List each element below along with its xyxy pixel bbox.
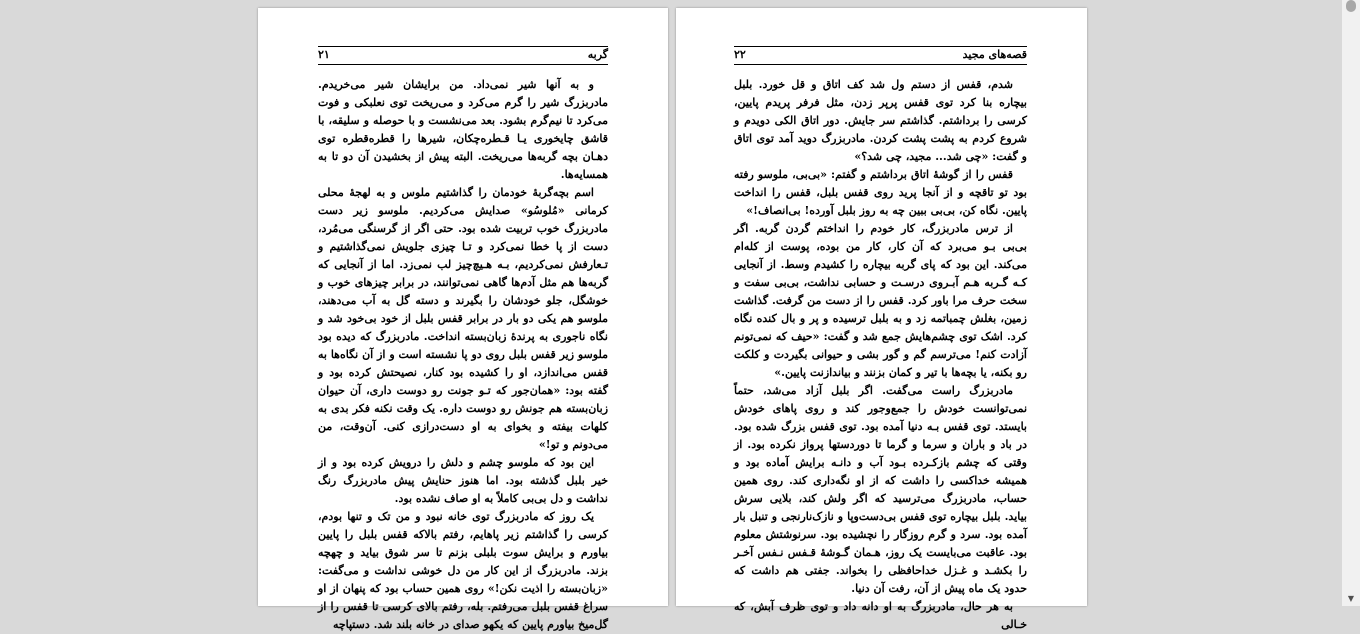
page-number: ۲۲ (734, 48, 746, 61)
page-22 (676, 8, 1087, 631)
vertical-scrollbar[interactable] (1342, 0, 1360, 606)
paragraph: این بود که ملوسو چشم و دلش را درویش کرده بود و از خیر بلبل گذشته بود. اما هنوز حنایش پیش مادربزرگ رنگ نداشت و دل بی‌بی کاملاً به او صاف نشده بود. (318, 456, 608, 505)
header-rule (734, 64, 1027, 65)
header-rule (318, 64, 608, 65)
paragraph: و به آنها شیر نمی‌داد. من برایشان شیر می‌خریدم. مادربزرگ شیر را گرم می‌کرد و می‌ریخت توی نعلبکی و فوت می‌کرد تا نیم‌گرم بشود. بعد می‌نشست و با حوصله و سلیقه، با قاشق چایخوری یـا قـطره‌چکان، شیرها را قطره‌قطره توی دهـان بچه گربه‌ها می‌ریخت. البته پیش از بخشیدن آن دو تا به همسایه‌ها. (318, 78, 608, 181)
paragraph: قفس را از گوشهٔ اتاق برداشتم و گفتم: «بی‌بی، ملوسو رفته بود تو تاقچه و از آنجا پرید روی قفس بلبل، قفس را انداخت پایین. نگاه کن، بی‌بی ببین چه به روز بلبل آورده! بی‌انصاف!» (734, 168, 1027, 217)
running-title: قصه‌های مجید (962, 48, 1027, 61)
running-header (318, 46, 608, 63)
paragraph: مادربزرگ راست می‌گفت. اگر بلبل آزاد می‌شد، حتماً نمی‌توانست خودش را جمع‌وجور کند و روی پاهای خودش بایستد. توی قفس بـه دنیا آمده بود. توی قفس بزرگ شده بود. در باد و باران و سرما و گرما تا دوردستها پرواز نکرده بود. از وقتی که چشم بازکـرده بـود آب و دانـه برایش آماده بود و همیشه خداکسی را داشت که از او نگه‌داری کند. روی همین حساب، مادربزرگ می‌ترسید که اگر ولش کند، بلایی سرش بیاید. بلبل بیچاره توی قفس بی‌دست‌وپا و نازک‌نارنجی و تنبل بار آمده بود. سرد و گرم روزگار را نچشیده بود. سرنوشتش معلوم بود. عاقبت می‌بایست یک روز، هـمان گـوشهٔ قـفس نـفس آخـر را بکشـد و غـزل خداحافظی را بخواند. جفتی هم داشت که حدود یک ماه پیش از آن، رفت آن دنیا. (734, 384, 1027, 595)
scroll-thumb[interactable] (1346, 0, 1356, 12)
scroll-down-icon[interactable]: ▼ (1347, 594, 1355, 603)
page-body (734, 76, 1027, 634)
paragraph: از ترس مادربزرگ، کار خودم را انداختم گردن گربه. اگر بی‌بی بـو می‌برد که آن کار، کار من بوده، پوست از کله‌ام می‌کند. این بود که پای گربه بیچاره را کشیدم وسط. از آنجایی کـه گـربه هـم آبـروی درسـت و حسابی نداشت، بی‌بی سفت و سخت حرف مرا باور کرد. قفس را از دست من گرفت. گذاشت زمین، بغلش چمباتمه زد و به بلبل ترسیده و پر و بال کنده نگاه کرد. اشک توی چشم‌هایش جمع شد و گفت: «حیف که نمی‌تونم آزادت کنم! می‌ترسم گم و گور بشی و حیوانی بگیردت و کلکت رو بکنه، یا بچه‌ها با تیر و کمان بزنند و بیاندازنت پایین.» (734, 222, 1027, 379)
paragraph: شدم، قفس از دستم ول شد کف اتاق و قل خورد. بلبل بیچاره بنا کرد توی قفس پرپر زدن، مثل فرفر پریدم پایین، کرسی را برداشتم. گذاشتم سر جایش. دور اتاق الکی دویدم و شروع کردم به پشت پشت کردن. مادربزرگ دوید آمد توی اتاق و گفت: «چی شد... مجید، چی شد؟» (734, 78, 1027, 163)
paragraph: یک روز که مادربزرگ توی خانه نبود و من تک و تنها بودم، کرسی را گذاشتم زیر پاهایم، رفتم بالاکه قفس بلبل را پایین بیاورم و برایش سوت بلبلی بزنم تا سر شوق بیاید و چهچه بزند. مادربزرگ از این کار من دل خوشی نداشت و می‌گفت: «زبان‌بسته را اذیت نکن!» روی همین حساب بود که پنهان از او سراغ قفس بلبل می‌رفتم. بله، رفتم بالای کرسی تا قفس را از گل‌میخ بیاورم پایین که یکهو صدای در خانه بلند شد. دستپاچه (318, 510, 608, 631)
paragraph: اسم بچه‌گربهٔ خودمان را گذاشتیم ملوس و به لهجهٔ محلی کرمانی «مُلوسُو» صدایش می‌کردیم. ملوسو زیر دست مادربزرگ خوب تربیت شده بود. حتی اگر از گرسنگی می‌مُرد، دست از پا خطا نمی‌کرد و تـا چیزی جلویش نمی‌گذاشتیم و تـعارفش نمی‌کردیم، بـه هـیچ‌چیز لب نمی‌زد. اما از آنجایی که گربه‌ها هم مثل آدم‌ها گاهی نمی‌توانند، در برابر چیزهای خوب و خوشگل، جلو خودشان را بگیرند و دسته گل به آب می‌دهند، ملوسو هم یکی دو بار در برابر قفس بلبل از خود بی‌خود شد و نگاه ناجوری به پرندهٔ زبان‌بسته انداخت. مادربزرگ که دیده بود ملوسو زیر قفس بلبل روی دو پا نشسته است و از آن نگاه‌ها به قفس می‌اندازد، او را کشیده بود کنار، نصیحتش کرده بود و گفته بود: «همان‌جور که تـو جونت رو دوست داری، آن حیوان زبان‌بسته هم جونش رو دوست داره. یک وقت نکنه فکر بدی به کلهات بیفته و بخوای به او دست‌درازی کنی. آن‌وقت، من می‌دونم و تو!» (318, 186, 608, 451)
page-body (318, 76, 608, 634)
running-title: گربه (587, 48, 608, 61)
page-number: ۲۱ (318, 48, 330, 61)
running-header (734, 46, 1027, 63)
page-21 (258, 8, 668, 631)
paragraph: به هر حال، مادربزرگ به او دانه داد و توی ظرف آبش، که خـالی (734, 600, 1027, 631)
